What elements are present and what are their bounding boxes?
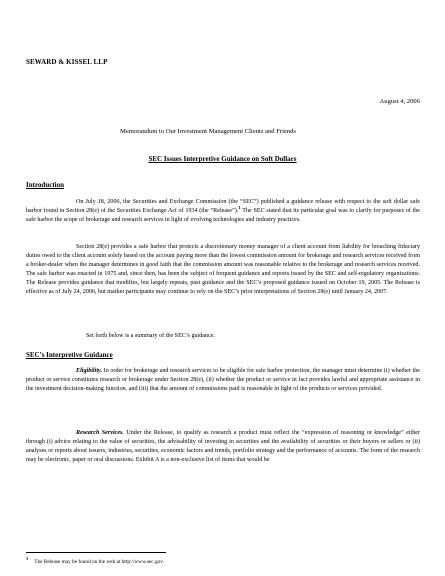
section-heading-interpretive-guidance: SEC’s Interpretive Guidance (26, 351, 113, 359)
paragraph-intro-1-after: The SEC stated that its particular goal was to clarify for purposes of the safe harbor the scope of brokerage and research services in light of evolving technologies and industry practices. (26, 207, 420, 223)
paragraph-intro-1-text: On July 18, 2006, the Securities and Exchange Commission (the “SEC”) published a guidance release with respect to the soft dollar safe harbor found in Section 28(e) of the Securities Exchange Act of 1934 (the “Release”). (26, 199, 420, 214)
research-services-text: Under the Release, to qualify as research a product must reflect the “expression of reasoning or knowledge” either through (i) advice relating to the value of securities, the advisability of investing in securities and the availability of securities or their buyers or sellers or (ii) analyses or reports about issuers, industries, securities, economic factors and trends, portfolio strategy and the performance of accounts. The form of the research may be electronic, paper or oral discussions. Exhibit A is a non-exclusive list of items that would be (26, 430, 420, 463)
footnote-reference: 1 (238, 204, 241, 210)
paragraph-intro-2: Section 28(e) provides a safe harbor that protects a discretionary money manager of a client account from liability for breaching fiduciary duties owed to the client account solely based on the account paying more than the lowest commission amount for brokerage and research services received from a broker-dealer when the manager determines in good faith that the commission amount was reasonable relative to the brokerage and research services received. The safe harbor was enacted in 1975 and, since then, has been the subject of frequent guidance and reports issued by the SEC and self-regulatory organizations. The Release provides guidance that modifies, but largely repeats, past guidance and the SEC’s proposed guidance issued on October 19, 2005. The Release is effective as of July 24, 2006, but market participants may continue to rely on the SEC’s prior interpretations of Section 28(e) until January 24, 2007. (26, 244, 420, 295)
paragraph-eligibility (26, 367, 420, 394)
paragraph-research-services (26, 429, 420, 465)
section-heading-introduction: Introduction (26, 181, 64, 189)
footnote-number: 1 (26, 556, 29, 561)
eligibility-lead: Eligibility. (76, 368, 103, 374)
eligibility-text: In order for brokerage and research services to be eligible for safe harbor protection, the manager must determine (i) whether the product or service constitutes research or brokerage under Section 28(e), (ii) whether the product or service in fact provides lawful and appropriate assistance in the investment decision-making function, and (iii) that the amount of commissions paid is reasonable in light of the products or services provided. (26, 368, 420, 392)
research-services-lead: Research Services. (76, 430, 124, 436)
footnote-divider (26, 552, 166, 553)
paragraph-intro-1 (26, 198, 420, 225)
memo-line: Memorandum to Our Investment Management Clients and Friends (120, 128, 296, 135)
footnote (26, 556, 164, 565)
footnote-text: The Release may be found on the web at http://www.sec.gov. (34, 558, 164, 565)
document-title: SEC Issues Interpretive Guidance on Soft Dollars (148, 155, 297, 163)
firm-name: SEWARD & KISSEL LLP (26, 58, 108, 66)
paragraph-intro-3: Set forth below is a summary of the SEC’s guidance. (86, 333, 215, 339)
memo-date: August 4, 2006 (379, 98, 420, 105)
